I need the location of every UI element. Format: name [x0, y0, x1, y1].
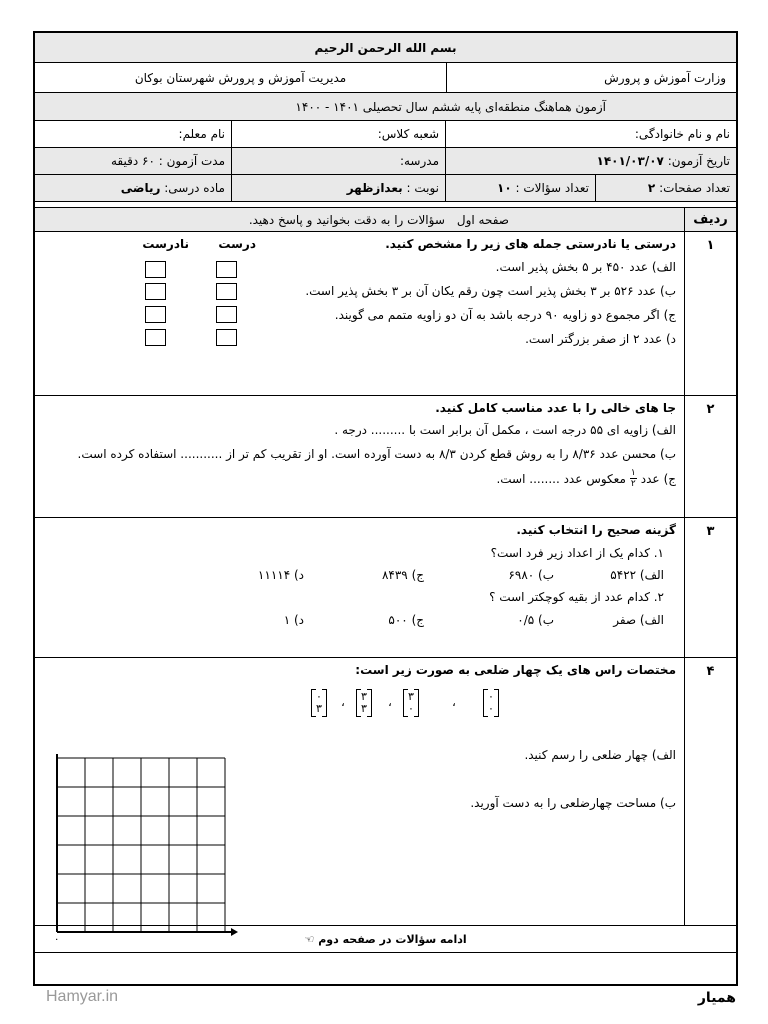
vertex-vector-2 — [403, 689, 419, 717]
subject — [35, 175, 231, 201]
vector-separator-1: ، — [452, 695, 456, 709]
question-4-part-b: ب) مساحت چهارضلعی را به دست آورید. — [470, 796, 676, 810]
blank-row — [35, 953, 736, 985]
exam-sheet — [33, 31, 738, 986]
row-number-header: ردیف — [684, 208, 736, 231]
question-3 — [35, 518, 736, 658]
question-1-item-d: د) عدد ۲ از صفر بزرگتر است. — [525, 332, 676, 346]
vector-separator-2: ، — [388, 695, 392, 709]
false-checkbox-b[interactable] — [145, 283, 166, 300]
hamyar-logo-text: همیار — [697, 990, 736, 1006]
vector-4-y: ۳ — [316, 702, 322, 715]
false-column-label: نادرست — [142, 237, 189, 251]
vertex-vector-1 — [483, 689, 499, 717]
exam-date-value: ۱۴۰۱/۰۳/۰۷ — [596, 154, 664, 168]
directorate-label: مدیریت آموزش و پرورش شهرستان بوکان — [134, 70, 347, 85]
vector-3-x: ۳ — [361, 690, 367, 703]
question-2-title: جا های خالی را با عدد مناسب کامل کنید. — [435, 401, 676, 415]
vector-1-y: ۰ — [488, 702, 494, 715]
question-4-title: مختصات راس های یک چهار ضلعی به صورت زیر است: — [355, 663, 676, 677]
meta-row — [35, 175, 736, 202]
duration-label: مدت آزمون : ۶۰ دقیقه — [111, 154, 225, 168]
q3-sub2-option-c: ج) ۵۰۰ — [388, 613, 424, 627]
question-2-item-a: الف) زاویه ای ۵۵ درجه است ، مکمل آن برابر است با ......... درجه . — [334, 423, 676, 437]
question-2 — [35, 396, 736, 518]
fraction-numerator: ۱ — [630, 468, 636, 478]
instruction-text: سؤالات را به دقت بخوانید و پاسخ دهید. — [248, 212, 445, 227]
vector-2-y: ۰ — [408, 702, 414, 715]
question-3-title: گزینه صحیح را انتخاب کنید. — [516, 523, 676, 537]
item-c-word: عدد — [640, 471, 660, 486]
false-checkbox-d[interactable] — [145, 329, 166, 346]
question-1-number: ۱ — [684, 232, 736, 395]
questions-header-row — [35, 208, 736, 232]
question-4-part-a: الف) چهار ضلعی را رسم کنید. — [524, 748, 676, 762]
class-section-label[interactable]: شعبه کلاس: — [377, 127, 439, 141]
false-checkbox-c[interactable] — [145, 306, 166, 323]
true-checkbox-b[interactable] — [216, 283, 237, 300]
pages-count — [594, 175, 736, 201]
pages-value: ۲ — [647, 181, 656, 195]
true-checkbox-c[interactable] — [216, 306, 237, 323]
question-1 — [35, 232, 736, 396]
vector-3-y: ۳ — [361, 702, 367, 715]
coordinate-grid[interactable] — [49, 754, 239, 949]
student-info-row — [35, 121, 736, 148]
exam-date — [441, 148, 736, 174]
q3-sub1-option-b: ب) ۶۹۸۰ — [508, 568, 554, 582]
vertex-vector-3 — [356, 689, 372, 717]
exam-title: آزمون هماهنگ منطقه‌ای پایه ششم سال تحصیلی ۱۴۰۱ - ۱۴۰۰ — [295, 99, 606, 114]
vector-4-x: ۰ — [316, 690, 322, 703]
question-1-item-c: ج) اگر مجموع دو زاویه ۹۰ درجه باشد به آن دو زاویه متمم می گویند. — [334, 308, 676, 322]
q3-sub1-option-c: ج) ۸۴۳۹ — [381, 568, 424, 582]
school-label[interactable]: مدرسه: — [399, 154, 439, 168]
shift — [231, 175, 445, 201]
question-1-item-b: ب) عدد ۵۲۶ بر ۳ بخش پذیر است چون رقم یکان آن بر ۳ بخش پذیر است. — [305, 284, 676, 298]
basmala: بسم الله الرحمن الرحیم — [314, 40, 457, 55]
true-column-label: درست — [218, 237, 256, 251]
basmala-row — [35, 33, 736, 63]
student-name-label[interactable]: نام و نام خانوادگی: — [634, 127, 730, 141]
question-2-item-c — [496, 468, 676, 489]
q3-sub1-option-d: د) ۱۱۱۱۴ — [257, 568, 304, 582]
origin-label: ۰ — [54, 934, 60, 945]
fraction-one-half — [630, 468, 637, 489]
continue-text: ادامه سؤالات در صفحه دوم — [318, 932, 467, 946]
vertex-vector-4 — [311, 689, 327, 717]
pointing-hand-icon: ☜ — [304, 932, 315, 946]
question-1-item-a: الف) عدد ۴۵۰ بر ۵ بخش پذیر است. — [495, 260, 676, 274]
true-checkbox-d[interactable] — [216, 329, 237, 346]
shift-label: نوبت : — [406, 181, 439, 195]
question-3-sub-2: ۲. کدام عدد از بقیه کوچکتر است ؟ — [489, 590, 664, 604]
hamyar-site-watermark: Hamyar.in — [46, 988, 119, 1005]
question-3-number: ۳ — [684, 518, 736, 657]
questions-count — [445, 175, 595, 201]
q3-sub1-option-a: الف) ۵۴۲۲ — [610, 568, 664, 582]
subject-value: ریاضی — [120, 181, 161, 195]
exam-date-label: تاریخ آزمون: — [667, 154, 730, 168]
false-checkbox-a[interactable] — [145, 261, 166, 278]
continue-note — [35, 926, 736, 952]
true-checkbox-a[interactable] — [216, 261, 237, 278]
question-2-number: ۲ — [684, 396, 736, 517]
questions-label: تعداد سؤالات : — [515, 181, 589, 195]
item-c-prefix: ج) — [663, 471, 676, 486]
teacher-label[interactable]: نام معلم: — [178, 127, 225, 141]
q3-sub2-option-a: الف) صفر — [613, 613, 664, 627]
q3-sub2-option-b: ب) ۰/۵ — [517, 613, 554, 627]
date-row — [35, 148, 736, 175]
question-2-item-b: ب) محسن عدد ۸/۳۶ را به روش قطع کردن ۸/۳ به دست آورده است. او از تقریب کم تر از ........... استفاده کرده است. — [77, 447, 676, 461]
continue-row — [35, 926, 736, 953]
vector-separator-3: ، — [341, 695, 345, 709]
item-c-rest: معکوس عدد ........ است. — [496, 471, 626, 486]
vector-1-x: ۰ — [488, 690, 494, 703]
pages-label: تعداد صفحات: — [659, 181, 730, 195]
question-1-title: درستی یا نادرستی جمله های زیر را مشخص کنید. — [385, 237, 676, 251]
exam-title-row — [35, 93, 736, 121]
question-4-number: ۴ — [684, 658, 736, 925]
questions-value: ۱۰ — [497, 181, 512, 195]
q3-sub2-option-d: د) ۱ — [283, 613, 304, 627]
ministry-row — [35, 63, 736, 93]
shift-value: بعدازظهر — [346, 181, 403, 195]
page-one-label: صفحه اول — [456, 212, 509, 227]
question-3-sub-1: ۱. کدام یک از اعداد زیر فرد است؟ — [490, 546, 664, 560]
ministry-label: وزارت آموزش و پرورش — [604, 70, 726, 85]
vector-2-x: ۳ — [408, 690, 414, 703]
subject-label: ماده درسی: — [164, 181, 225, 195]
fraction-denominator: ۲ — [630, 479, 636, 489]
